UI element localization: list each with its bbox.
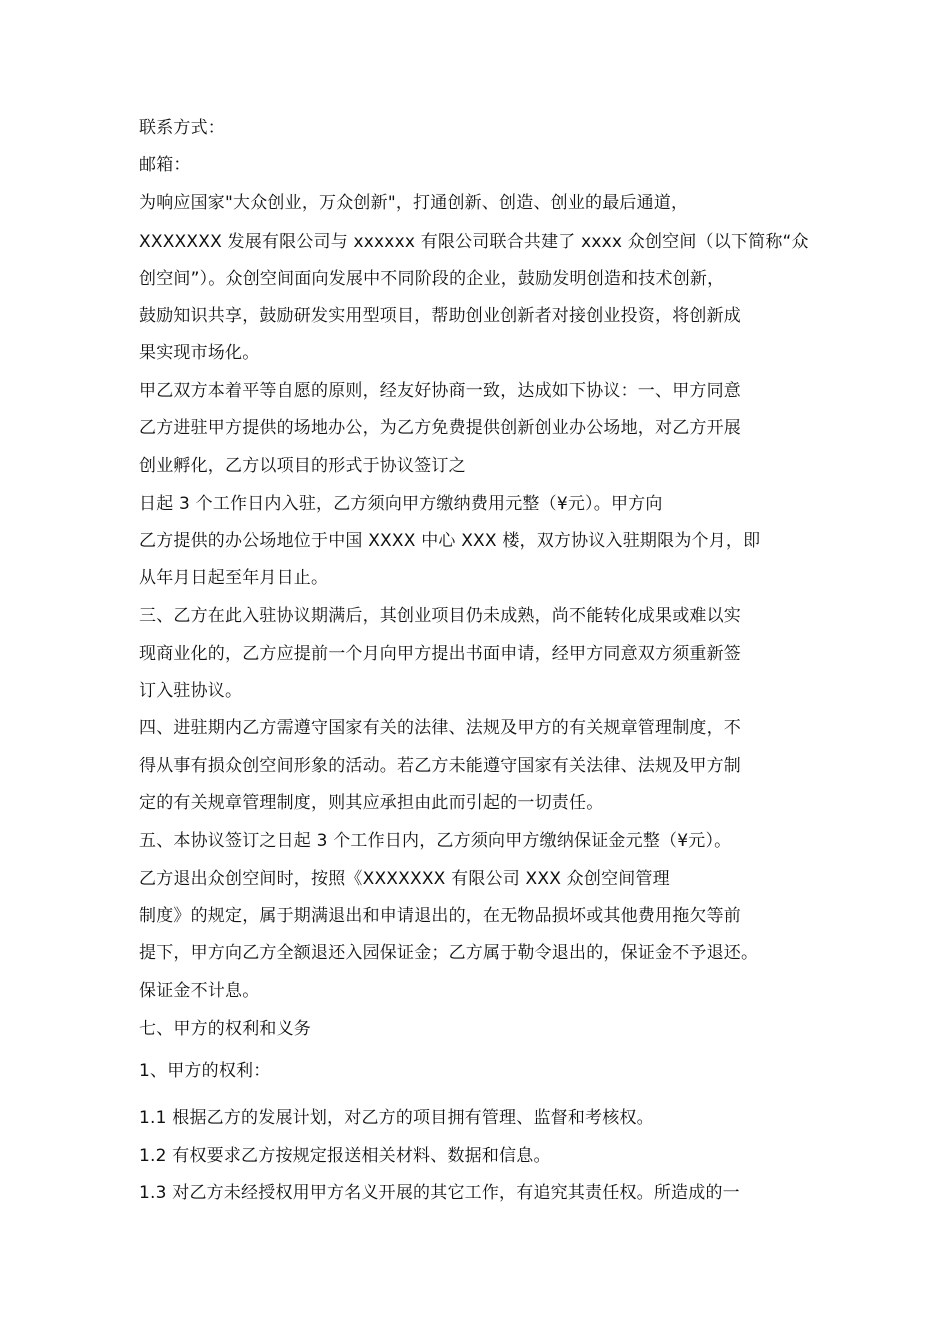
text-line: 联系方式： <box>139 118 225 138</box>
text-line: XXXXXXX 发展有限公司与 xxxxxx 有限公司联合共建了 xxxx 众创空间（以下简称“众 <box>139 232 809 252</box>
text-line: 五、本协议签订之日起 3 个工作日内，乙方须向甲方缴纳保证金元整（¥元）。 <box>139 831 732 851</box>
text-line: 现商业化的，乙方应提前一个月向甲方提出书面申请，经甲方同意双方须重新签 <box>139 644 741 664</box>
text-line: 保证金不计息。 <box>139 981 260 1001</box>
text-line: 果实现市场化。 <box>139 343 260 363</box>
text-line: 1.2 有权要求乙方按规定报送相关材料、数据和信息。 <box>139 1146 551 1166</box>
text-line: 甲乙双方本着平等自愿的原则，经友好协商一致，达成如下协议：一、甲方同意 <box>139 381 741 401</box>
text-line: 提下，甲方向乙方全额退还入园保证金；乙方属于勒令退出的，保证金不予退还。 <box>139 943 759 963</box>
text-line: 乙方提供的办公场地位于中国 XXXX 中心 XXX 楼，双方协议入驻期限为个月，即 <box>139 531 761 551</box>
text-line: 邮箱： <box>139 155 191 175</box>
text-line: 日起 3 个工作日内入驻，乙方须向甲方缴纳费用元整（¥元）。甲方向 <box>139 494 663 514</box>
text-line: 三、乙方在此入驻协议期满后，其创业项目仍未成熟，尚不能转化成果或难以实 <box>139 606 741 626</box>
text-line: 制度》的规定，属于期满退出和申请退出的，在无物品损坏或其他费用拖欠等前 <box>139 906 741 926</box>
subsection-heading: 1、甲方的权利： <box>139 1061 271 1081</box>
text-line: 创空间”）。众创空间面向发展中不同阶段的企业，鼓励发明创造和技术创新， <box>139 269 725 289</box>
text-line: 为响应国家"大众创业，万众创新"，打通创新、创造、创业的最后通道， <box>139 193 689 213</box>
text-line: 1.3 对乙方未经授权用甲方名义开展的其它工作，有追究其责任权。所造成的一 <box>139 1183 740 1203</box>
text-line: 得从事有损众创空间形象的活动。若乙方未能遵守国家有关法律、法规及甲方制 <box>139 756 741 776</box>
text-line: 乙方退出众创空间时，按照《XXXXXXX 有限公司 XXX 众创空间管理 <box>139 869 670 889</box>
text-line: 定的有关规章管理制度，则其应承担由此而引起的一切责任。 <box>139 793 604 813</box>
section-heading: 七、甲方的权利和义务 <box>139 1019 311 1039</box>
text-line: 乙方进驻甲方提供的场地办公，为乙方免费提供创新创业办公场地，对乙方开展 <box>139 418 741 438</box>
text-line: 订入驻协议。 <box>139 681 243 701</box>
text-line: 鼓励知识共享，鼓励研发实用型项目，帮助创业创新者对接创业投资，将创新成 <box>139 306 741 326</box>
text-line: 1.1 根据乙方的发展计划，对乙方的项目拥有管理、监督和考核权。 <box>139 1108 654 1128</box>
text-line: 从年月日起至年月日止。 <box>139 568 329 588</box>
text-line: 四、进驻期内乙方需遵守国家有关的法律、法规及甲方的有关规章管理制度，不 <box>139 718 741 738</box>
text-line: 创业孵化，乙方以项目的形式于协议签订之 <box>139 456 466 476</box>
